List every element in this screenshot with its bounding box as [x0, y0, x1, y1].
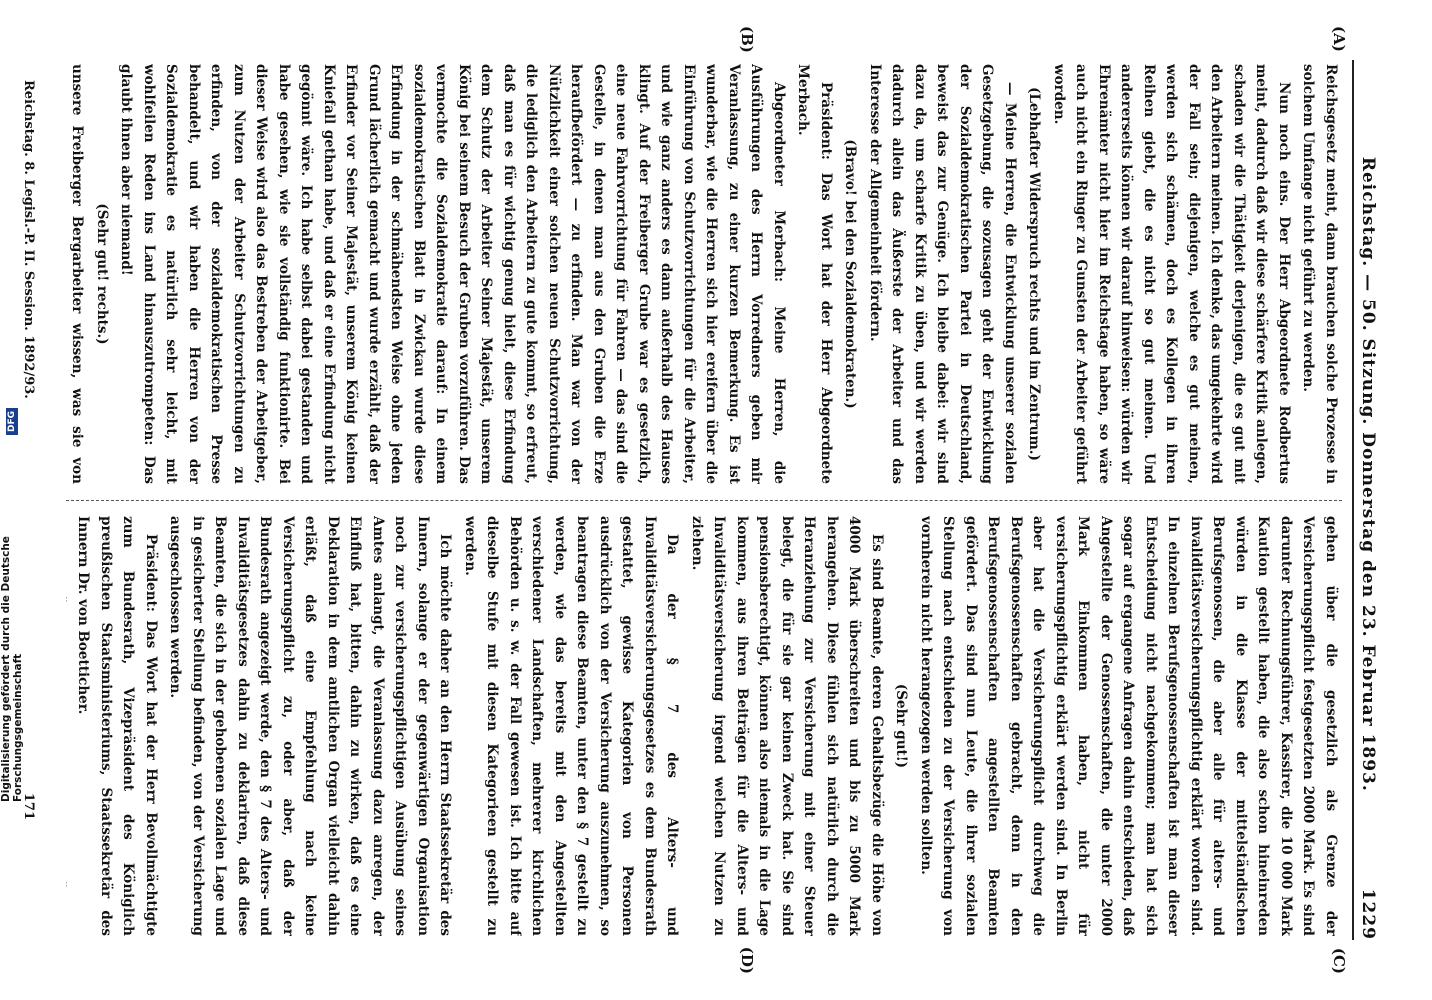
- paragraph: Reichsgesetz meint, dann brauchen solche Prozesse in solchem Umfange nicht geführt zu werden.: [1300, 64, 1339, 484]
- paragraph: (Sehr gut!): [893, 683, 910, 769]
- paragraph: Ich möchte daher an den Herrn Staatssekretär des Innern, solange er der gegenwärtigen Organisation noch zur versicherungspflichtigen Ausübung seines Amtes anlangt, die Veranlassung dazu anregen, der Einfluß hat, bitten, dahin zu wirken, daß es eine Deklaration in dem amtlichen Organ vielleicht dahin erläßt, daß eine Empfehlung nach keine Versicherungspflicht zu, oder aber, daß der Bundesrath angezeigt werde, den § 7 des Alters- und Invaliditätsgesetzes dahin zu deklariren, daß diese Beamten, die sich in der gehobenen sozialen Lage und in gesicherter Stellung befinden, von der Versicherung ausgeschlossen werden.: [167, 516, 454, 936]
- page-number: 1229: [1358, 888, 1378, 940]
- column-divider: [66, 500, 1342, 501]
- stamp-text: Digitalisierung gefördert durch die Deutsche Forschungsgemeinschaft: [0, 536, 24, 802]
- paragraph: unsere Freiberger Bergarbeiter wissen, was sie von: [69, 64, 86, 484]
- margin-marker-a: (A): [1330, 26, 1348, 52]
- document-page: [21, 20, 1406, 980]
- paragraph: (Bravo! bei den Sozialdemokraten.): [842, 139, 859, 409]
- left-column: [66, 64, 1342, 484]
- paragraph: Es sind Beamte, deren Gehaltsbezüge die Höhe von 4000 Mark überschreiten und bis zu 5000 Mark herangehen. Diese fühlen sich natürlich durch die Heranziehung zur Versicherung mit einer Steuer belegt, die für sie gar keinen Zweck hat. Sie sind pensionsberechtigt, können also niemals in die Lage kommen, aus ihren Beiträgen für die Alters- und Invaliditätsversicherung irgend welchen Nutzen zu ziehen.: [689, 516, 885, 936]
- paragraph: gehen über die gesetzlich als Grenze der Versicherungspflicht festgesetzten 2000 Mark. Es sind darunter Rechnungsführer, Kassirer, die 10 000 Mark Kaution gestellt haben, die also schon hineinreden würden in die Klasse der mittelständischen Berufsgenossen, die aber alle für alters- und invaliditätsversicherungspflichtig erklärt worden sind. In einzelnen Berufsgenossenschaften ist man dieser Entscheidung nicht nachgekommen; man hat sich sogar auf ergangene Anfragen dahin entschieden, daß Angestellte der Genossenschaften, die unter 2000 Mark Einkommen haben, nicht für versicherungspflichtig erklärt werden sind. In Berlin aber hat die Versicherungspflicht durchweg die Berufsgenossenschaften gebracht, denn in den Berufsgenossenschaften angestellten Beamten gefördert. Das sind nun Leute, die ihrer sozialen Stellung nach entschieden zu der Versicherung von vornherein nicht herangezogen werden sollten.: [918, 516, 1339, 936]
- paragraph: (Sehr gut! rechts.): [94, 203, 110, 345]
- margin-marker-d: (D): [738, 946, 756, 974]
- paragraph: Präsident: Das Wort hat der Herr Bevollmächtigte zum Bundesrath, Vizepräsident des Königlich preußischen Staatsministeriums, Staatssekretär des Innern Dr. von Boetticher.: [75, 516, 159, 936]
- footer-signature: 171: [21, 792, 36, 820]
- dfg-logo: DFG: [6, 408, 18, 435]
- paragraph: [66, 516, 70, 936]
- paragraph: Präsident: Das Wort hat der Herr Abgeordnete Merbach.: [795, 64, 834, 484]
- margin-marker-c: (C): [1330, 947, 1348, 974]
- paragraph: (Lebhafter Widerspruch rechts und im Zentrum.): [1026, 87, 1043, 461]
- digitization-stamp: [0, 408, 24, 802]
- paragraph: — Meine Herren, die Entwicklung unserer sozialen Gesetzgebung, die sozusagen geht der Entwicklung der Sozialdemokratischen Partei in Deutschland, beweist das zur Genüge. Ich bleibe dabei: wir sind dazu da, um scharfe Kritik zu üben, und wir werden dadurch allein das Äußerste der Arbeiter und das Interesse der Allgemeinheit fördern.: [867, 64, 1018, 484]
- paragraph: Da der § 7 des Alters- und Invaliditätsversicherungsgesetzes es dem Bundesrath gestattet, gewisse Kategorien von Personen ausdrücklich von der Versicherung auszunehmen, so beantragen diese Beamten, unter den § 7 gestellt zu werden, wie das bereits mit den Angestellten verschiedener Landschaften, mehrerer kirchlichen Behörden u. s. w. der Fall gewesen ist. Ich bitte auf dieselbe Stufe mit diesen Kategorieen gestellt zu werden.: [462, 516, 681, 936]
- right-column: [66, 516, 1342, 936]
- paragraph: Abgeordneter Merbach: Meine Herren, die Ausführungen des Herrn Vorredners geben mir Veranlassung, zu einer kurzen Bemerkung. Es ist wunderbar, wie die Herren sich hier ereifern über die Einführung von Schutzvorrichtungen für die Arbeiter, und wie ganz anders es dann außerhalb des Hauses klingt. Auf der Freiberger Grube war es gesetzlich, eine neue Fahrvorrichtung für Fahren — das sind die Gestelle, in denen man aus den Gruben die Erze heraufbefördert — zu erfinden. Man war von der Nützlichkeit einer solchen neuen Schutzvorrichtung, die lediglich den Arbeitern zu gute kommt, so erfreut, daß man es für wichtig genug hielt, diese Erfindung dem Schutz der Arbeiter Seiner Majestät, unserem König bei seinem Besuch der Gruben vorzuführen. Das vermochte die Sozialdemokratie darauf: In einem sozialdemokratischen Blatt in Zwickau wurde diese Erfindung in der schmähendsten Weise ohne jeden Grund lächerlich gemacht und wurde erzählt, daß der Erfinder vor Seiner Majestät, unserem König keinen Kniefall gethan habe, und daß er eine Erfindung nicht gegönnt wäre. Ich habe selbst dabei gestanden und habe gesehen, wie sie vollständig funktionirte. Bei dieser Weise wird also das Bestreben der Arbeitgeber, zum Nutzen der Arbeiter Schutzvorrichtungen zu erfinden, von der sozialdemokratischen Presse behandelt, und wir haben die Herren von der Sozialdemokratie es natürlich sehr leicht, mit wohlfeilen Reden ins Land hinauszutrompeten: Das glaubt ihnen aber niemand!: [118, 64, 787, 484]
- header-title: Reichstag. — 50. Sitzung. Donnerstag den 23. Februar 1893.: [1358, 156, 1378, 792]
- footer-session: Reichstag. 8. Legisl.-P. II. Session. 1892/93.: [21, 80, 36, 399]
- margin-marker-b: (B): [738, 26, 756, 53]
- page-header: [1352, 60, 1388, 940]
- paragraph: Nun noch eins. Der Herr Abgeordnete Rodbertus meint, dadurch daß wir diese schärfere Kritik anlegen, schaden wir die Thätigkeit derjenigen, die es gut mit den Arbeitern meinen. Ich denke, das umgekehrte wird der Fall sein; diejenigen, welche es gut meinen, werden sich schämen, doch es Kollegen in ihren Reihen giebt, die es nicht so gut meinen. Und andererseits können wir darauf hinweisen: würden wir Ehrenämter nicht hier im Reichstage haben, so wäre auch nicht ein Ringer zu Gunsten der Arbeiter geführt worden.: [1051, 64, 1292, 484]
